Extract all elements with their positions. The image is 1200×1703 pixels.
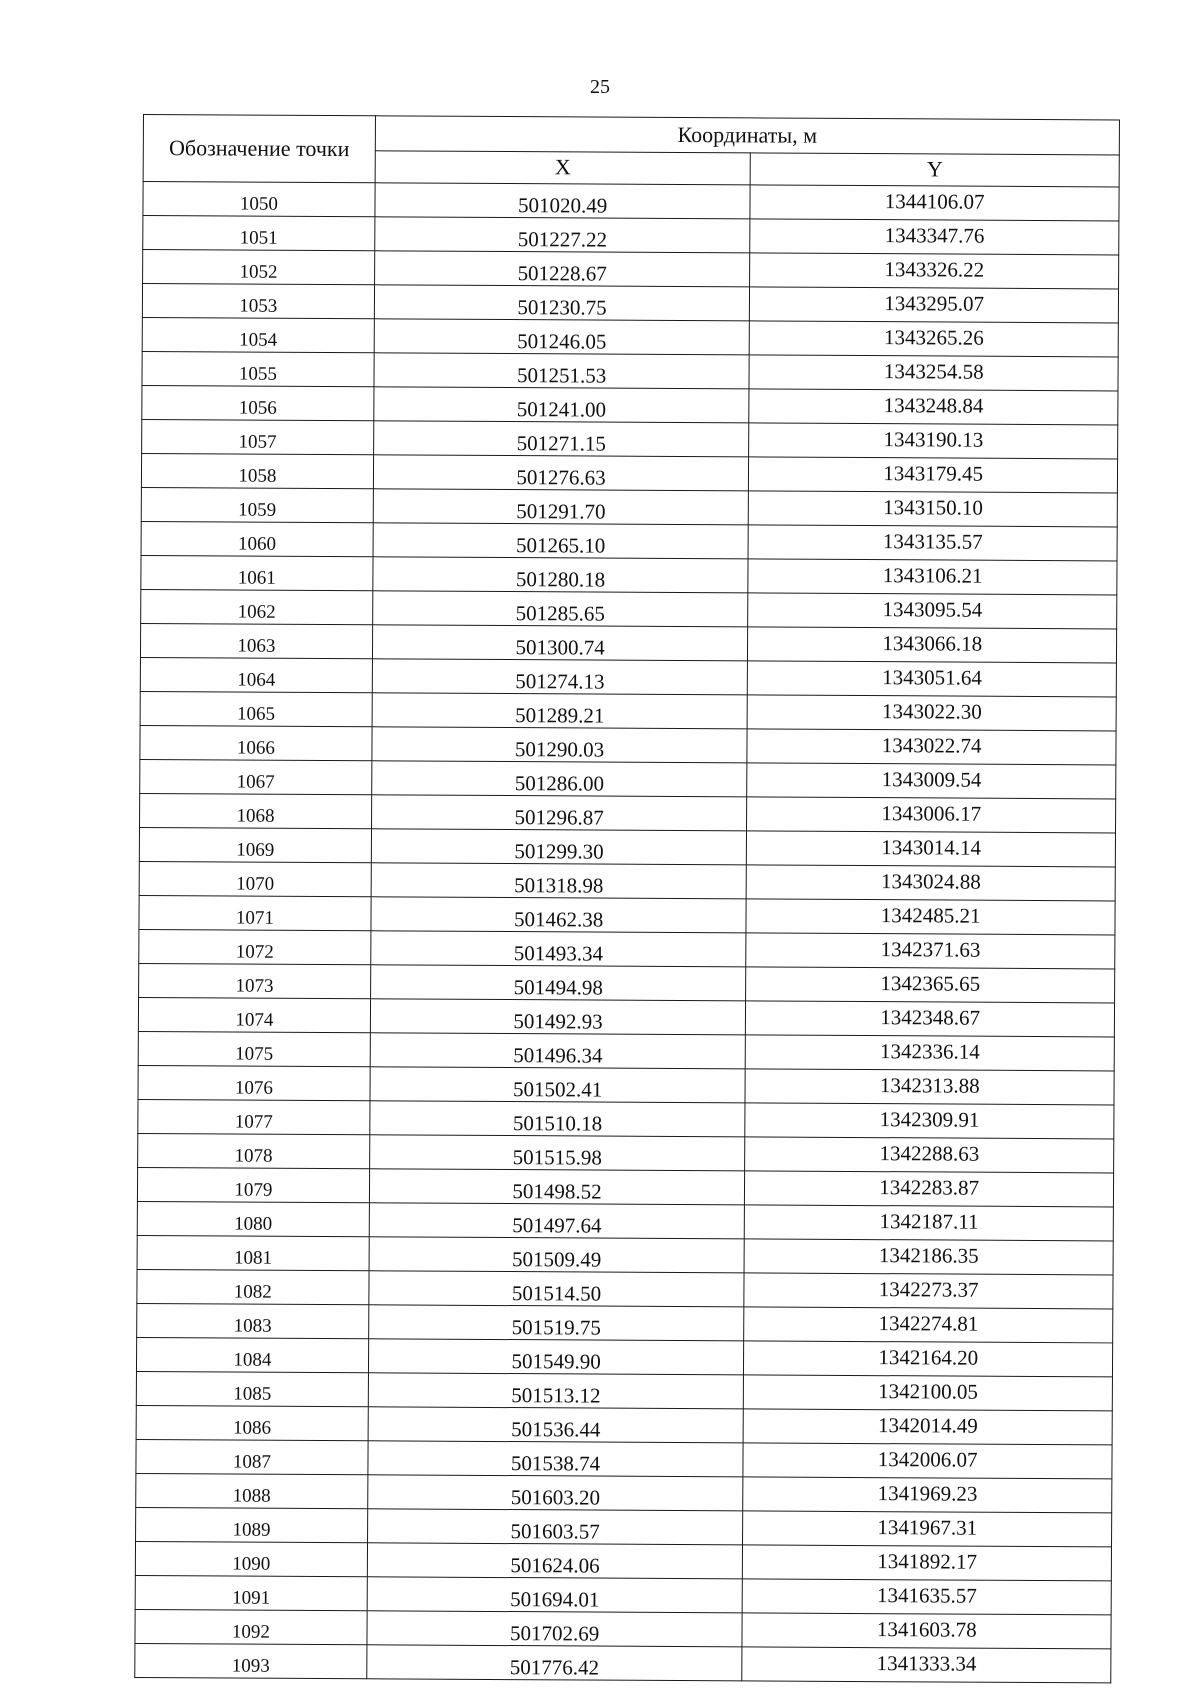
y-cell: 1341635.57: [743, 1579, 1112, 1615]
x-cell: 501020.49: [375, 183, 751, 219]
point-cell: 1087: [136, 1439, 368, 1474]
point-cell: 1056: [142, 385, 374, 420]
table-row: [143, 250, 1119, 289]
x-cell: 501251.53: [374, 353, 750, 389]
point-cell: 1088: [136, 1473, 368, 1508]
x-cell: 501291.70: [373, 489, 749, 525]
x-cell: 501519.75: [368, 1305, 744, 1341]
x-column-header: X: [375, 150, 751, 185]
y-cell: 1342309.91: [745, 1103, 1114, 1139]
y-cell: 1342313.88: [745, 1069, 1114, 1105]
point-cell: 1072: [139, 929, 371, 964]
table-row: [139, 929, 1115, 968]
point-cell: 1091: [135, 1575, 367, 1610]
table-row: [139, 895, 1115, 934]
x-cell: 501502.41: [370, 1067, 746, 1103]
table-row: [135, 1643, 1111, 1682]
y-cell: 1343106.21: [748, 559, 1117, 595]
table-row: [137, 1201, 1113, 1240]
point-cell: 1080: [137, 1201, 369, 1236]
table-row: [139, 861, 1115, 900]
point-cell: 1054: [142, 317, 374, 352]
point-cell: 1068: [140, 793, 372, 828]
y-cell: 1343022.74: [747, 729, 1116, 765]
x-cell: 501497.64: [369, 1203, 745, 1239]
x-cell: 501702.69: [367, 1611, 743, 1647]
table-row: [136, 1337, 1112, 1376]
y-column-header: Y: [751, 152, 1120, 187]
table-row: [140, 657, 1116, 696]
x-cell: 501318.98: [371, 863, 747, 899]
y-cell: 1344106.07: [750, 185, 1119, 221]
table-row: [141, 453, 1117, 492]
x-cell: 501271.15: [373, 421, 749, 457]
table-row: [143, 216, 1119, 255]
x-cell: 501536.44: [368, 1407, 744, 1443]
y-cell: 1343295.07: [750, 287, 1119, 323]
table-header: [143, 115, 1119, 187]
point-cell: 1052: [143, 250, 375, 285]
point-cell: 1075: [138, 1031, 370, 1066]
table-row: [137, 1303, 1113, 1342]
x-cell: 501280.18: [373, 557, 749, 593]
point-cell: 1057: [142, 419, 374, 454]
y-cell: 1343051.64: [748, 661, 1117, 697]
y-cell: 1342186.35: [744, 1239, 1113, 1275]
x-cell: 501513.12: [368, 1373, 744, 1409]
y-cell: 1343006.17: [747, 797, 1116, 833]
point-cell: 1059: [141, 487, 373, 522]
table-row: [135, 1541, 1111, 1580]
y-cell: 1342336.14: [746, 1035, 1115, 1071]
table-row: [135, 1609, 1111, 1648]
point-cell: 1063: [140, 623, 372, 658]
x-cell: 501290.03: [372, 727, 748, 763]
point-cell: 1093: [135, 1643, 367, 1678]
y-cell: 1342273.37: [744, 1273, 1113, 1309]
y-cell: 1343190.13: [749, 423, 1118, 459]
x-cell: 501462.38: [371, 897, 747, 933]
point-cell: 1058: [141, 453, 373, 488]
point-cell: 1086: [136, 1405, 368, 1440]
y-cell: 1342014.49: [743, 1409, 1112, 1445]
point-cell: 1066: [140, 725, 372, 760]
point-cell: 1085: [136, 1371, 368, 1406]
point-cell: 1051: [143, 216, 375, 251]
y-cell: 1342371.63: [746, 933, 1115, 969]
point-cell: 1073: [139, 963, 371, 998]
point-column-header: Обозначение точки: [143, 115, 375, 183]
x-cell: 501285.65: [372, 591, 748, 627]
page-number: 25: [590, 76, 610, 98]
point-cell: 1076: [138, 1065, 370, 1100]
x-cell: 501549.90: [368, 1339, 744, 1375]
x-cell: 501230.75: [374, 285, 750, 321]
point-cell: 1071: [139, 895, 371, 930]
table-row: [135, 1575, 1111, 1614]
table-row: [141, 555, 1117, 594]
x-cell: 501514.50: [369, 1271, 745, 1307]
y-cell: 1342365.65: [746, 967, 1115, 1003]
point-cell: 1079: [137, 1167, 369, 1202]
table-row: [141, 487, 1117, 526]
x-cell: 501274.13: [372, 659, 748, 695]
y-cell: 1342485.21: [746, 899, 1115, 935]
y-cell: 1343066.18: [748, 627, 1117, 663]
y-cell: 1343347.76: [750, 219, 1119, 255]
point-cell: 1055: [142, 351, 374, 386]
x-cell: 501515.98: [369, 1135, 745, 1171]
table-row: [136, 1439, 1112, 1478]
coordinates-table: [134, 114, 1120, 1683]
x-cell: 501603.57: [367, 1509, 743, 1545]
y-cell: 1341967.31: [743, 1511, 1112, 1547]
table-row: [141, 589, 1117, 628]
y-cell: 1342100.05: [744, 1375, 1113, 1411]
table-row: [142, 284, 1118, 323]
y-cell: 1343009.54: [747, 763, 1116, 799]
y-cell: 1343254.58: [749, 355, 1118, 391]
y-cell: 1343095.54: [748, 593, 1117, 629]
y-cell: 1343135.57: [748, 525, 1117, 561]
y-cell: 1343014.14: [747, 831, 1116, 867]
y-cell: 1343024.88: [747, 865, 1116, 901]
table-row: [138, 1031, 1114, 1070]
x-cell: 501276.63: [373, 455, 749, 491]
point-cell: 1083: [137, 1303, 369, 1338]
x-cell: 501498.52: [369, 1169, 745, 1205]
table-row: [138, 1065, 1114, 1104]
point-cell: 1084: [136, 1337, 368, 1372]
x-cell: 501241.00: [374, 387, 750, 423]
point-cell: 1078: [138, 1133, 370, 1168]
x-cell: 501228.67: [374, 251, 750, 287]
point-cell: 1077: [138, 1099, 370, 1134]
point-cell: 1062: [141, 589, 373, 624]
x-cell: 501510.18: [370, 1101, 746, 1137]
table-row: [137, 1269, 1113, 1308]
x-cell: 501509.49: [369, 1237, 745, 1273]
point-cell: 1069: [139, 827, 371, 862]
table-row: [143, 182, 1119, 221]
point-cell: 1050: [143, 182, 375, 217]
point-cell: 1065: [140, 691, 372, 726]
coordinates-column-header: Координаты, м: [375, 116, 1119, 155]
table-body: [135, 182, 1119, 1683]
x-cell: 501286.00: [372, 761, 748, 797]
x-cell: 501776.42: [367, 1645, 743, 1681]
y-cell: 1343265.26: [750, 321, 1119, 357]
x-cell: 501300.74: [372, 625, 748, 661]
table-row: [142, 351, 1118, 390]
y-cell: 1342288.63: [745, 1137, 1114, 1173]
y-cell: 1341969.23: [743, 1477, 1112, 1513]
x-cell: 501492.93: [370, 999, 746, 1035]
table-row: [137, 1167, 1113, 1206]
point-cell: 1090: [135, 1541, 367, 1576]
table-row: [140, 759, 1116, 798]
y-cell: 1343248.84: [749, 389, 1118, 425]
x-cell: 501496.34: [370, 1033, 746, 1069]
table-row: [138, 1099, 1114, 1138]
y-cell: 1341333.34: [742, 1647, 1111, 1683]
point-cell: 1082: [137, 1269, 369, 1304]
y-cell: 1343326.22: [750, 253, 1119, 289]
y-cell: 1341892.17: [743, 1545, 1112, 1581]
table-row: [139, 827, 1115, 866]
x-cell: 501227.22: [375, 217, 751, 253]
table-row: [138, 1133, 1114, 1172]
point-cell: 1067: [140, 759, 372, 794]
x-cell: 501538.74: [368, 1441, 744, 1477]
point-cell: 1074: [138, 997, 370, 1032]
point-cell: 1081: [137, 1235, 369, 1270]
x-cell: 501603.20: [368, 1475, 744, 1511]
x-cell: 501694.01: [367, 1577, 743, 1613]
point-cell: 1089: [136, 1507, 368, 1542]
table-row: [136, 1405, 1112, 1444]
table-row: [139, 963, 1115, 1002]
point-cell: 1092: [135, 1609, 367, 1644]
y-cell: 1342006.07: [743, 1443, 1112, 1479]
table-row: [140, 623, 1116, 662]
y-cell: 1342187.11: [745, 1205, 1114, 1241]
y-cell: 1341603.78: [742, 1613, 1111, 1649]
y-cell: 1342274.81: [744, 1307, 1113, 1343]
y-cell: 1342283.87: [745, 1171, 1114, 1207]
table-row: [140, 725, 1116, 764]
y-cell: 1343022.30: [747, 695, 1116, 731]
point-cell: 1061: [141, 555, 373, 590]
table-row: [136, 1507, 1112, 1546]
table-row: [137, 1235, 1113, 1274]
table-row: [140, 793, 1116, 832]
x-cell: 501246.05: [374, 319, 750, 355]
y-cell: 1343179.45: [749, 457, 1118, 493]
table-row: [141, 521, 1117, 560]
x-cell: 501494.98: [370, 965, 746, 1001]
table-row: [142, 419, 1118, 458]
point-cell: 1053: [142, 284, 374, 319]
x-cell: 501265.10: [373, 523, 749, 559]
x-cell: 501624.06: [367, 1543, 743, 1579]
point-cell: 1060: [141, 521, 373, 556]
table-row: [136, 1371, 1112, 1410]
x-cell: 501493.34: [371, 931, 747, 967]
y-cell: 1343150.10: [749, 491, 1118, 527]
table-row: [136, 1473, 1112, 1512]
y-cell: 1342348.67: [746, 1001, 1115, 1037]
y-cell: 1342164.20: [744, 1341, 1113, 1377]
x-cell: 501296.87: [371, 795, 747, 831]
table-row: [138, 997, 1114, 1036]
table-row: [140, 691, 1116, 730]
point-cell: 1064: [140, 657, 372, 692]
x-cell: 501289.21: [372, 693, 748, 729]
point-cell: 1070: [139, 861, 371, 896]
table-row: [142, 317, 1118, 356]
x-cell: 501299.30: [371, 829, 747, 865]
table-row: [142, 385, 1118, 424]
